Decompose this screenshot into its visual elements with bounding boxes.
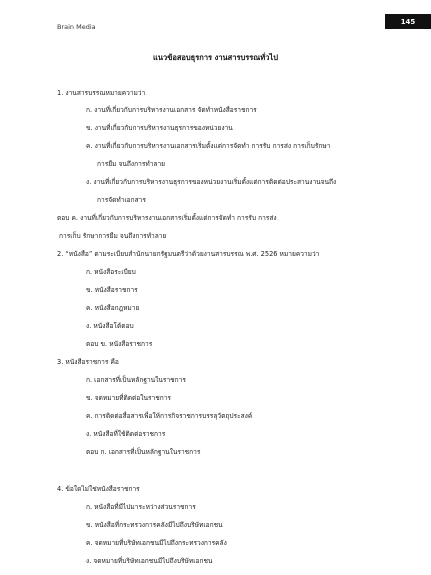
- q1-option-b: ข. งานที่เกี่ยวกับการบริหารงานธุรการของหน่วยงาน: [86, 124, 233, 132]
- question-1: 1. งานสารบรรณหมายความว่า: [57, 89, 146, 97]
- q4-option-d: ง. จดหมายที่บริษัทเอกชนมีไปถึงบริษัทเอกชน: [86, 557, 213, 565]
- q1-option-c-cont: การยืม จนถึงการทำลาย: [97, 160, 166, 168]
- q1-answer: ตอบ ค. งานที่เกี่ยวกับการบริหารงานเอกสารเริ่มตั้งแต่การจัดทำ การรับ การส่ง: [57, 214, 277, 222]
- q1-option-d: ง. งานที่เกี่ยวกับการบริหารงานธุรการของหน่วยงานเริ่มตั้งแต่การติดต่อประสานงานจนถึง: [86, 178, 337, 186]
- q2-option-a: ก. หนังสือระเบียบ: [86, 268, 136, 276]
- q1-option-d-cont: การจัดทำเอกสาร: [97, 196, 146, 204]
- q2-answer: ตอบ ข. หนังสือราชการ: [86, 340, 153, 348]
- q1-option-a: ก. งานที่เกี่ยวกับการบริหารงานเอกสาร จัดทำหนังสือราชการ: [86, 106, 257, 114]
- q4-option-a: ก. หนังสือที่มีไปมาระหว่างส่วนราชการ: [86, 503, 196, 511]
- q1-answer-cont: การเก็บ รักษาการยืม จนถึงการทำลาย: [59, 232, 167, 240]
- question-3: 3. หนังสือราชการ คือ: [57, 358, 119, 366]
- q3-option-c: ค. การติดต่อสื่อสารเพื่อให้การกิจราชการบรรลุวัตถุประสงค์: [86, 412, 253, 420]
- publisher-label: Brain Media: [57, 23, 96, 31]
- page-number-badge: 145: [385, 14, 431, 29]
- q3-option-b: ข. จดหมายที่ติดต่อในราชการ: [86, 394, 171, 402]
- q2-option-b: ข. หนังสือราชการ: [86, 286, 138, 294]
- q2-option-d: ง. หนังสือโต้ตอบ: [86, 322, 134, 330]
- q3-option-d: ง. หนังสือที่ใช้ติดต่อราชการ: [86, 430, 166, 438]
- question-4: 4. ข้อใดไม่ใช่หนังสือราชการ: [57, 485, 140, 493]
- q1-option-c: ค. งานที่เกี่ยวกับการบริหารงานเอกสารเริ่มตั้งแต่การจัดทำ การรับ การส่ง การเก็บรักษา: [86, 142, 331, 150]
- q3-answer: ตอบ ก. เอกสารที่เป็นหลักฐานในราชการ: [86, 448, 201, 456]
- q4-option-b: ข. หนังสือที่กระทรวงการคลังมีไปถึงบริษัทเอกชน: [86, 521, 223, 529]
- q2-option-c: ค. หนังสือกฎหมาย: [86, 304, 140, 312]
- page-title: แนวข้อสอบธุรการ งานสารบรรณทั่วไป: [153, 53, 278, 62]
- q3-option-a: ก. เอกสารที่เป็นหลักฐานในราชการ: [86, 376, 186, 384]
- q4-option-c: ค. จดหมายที่บริษัทเอกชนมีไปถึงกระทรวงการคลัง: [86, 539, 227, 547]
- question-2: 2. “หนังสือ” ตามระเบียบสำนักนายกรัฐมนตรีว่าด้วยงานสารบรรณ พ.ศ. 2526 หมายความว่า: [57, 250, 320, 258]
